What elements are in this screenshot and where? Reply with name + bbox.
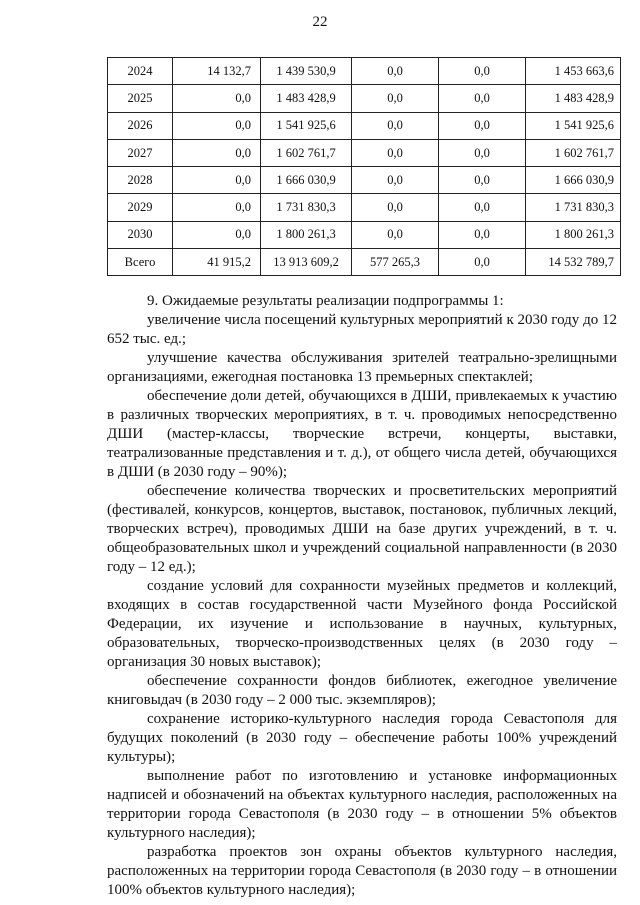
table-cell: 1 439 530,9 <box>261 58 352 85</box>
table-cell: 0,0 <box>439 112 526 139</box>
table-cell: 1 666 030,9 <box>526 167 621 194</box>
table-cell: 2029 <box>108 194 173 221</box>
page-number: 22 <box>312 14 328 30</box>
table-cell: 1 483 428,9 <box>261 85 352 112</box>
table-row <box>108 194 621 221</box>
table-cell: 0,0 <box>439 139 526 166</box>
table-cell: 0,0 <box>173 167 261 194</box>
table-cell: 0,0 <box>352 194 439 221</box>
table-cell: 13 913 609,2 <box>261 249 352 276</box>
table-cell: 0,0 <box>439 167 526 194</box>
table-cell: 1 483 428,9 <box>526 85 621 112</box>
table-cell: 2028 <box>108 167 173 194</box>
table-row <box>108 85 621 112</box>
table-cell: 0,0 <box>439 85 526 112</box>
table-cell: 1 800 261,3 <box>261 221 352 248</box>
section-heading: 9. Ожидаемые результаты реализации подпрограммы 1: <box>147 293 504 309</box>
list-item: сохранение историко-культурного наследия города Севастополя для будущих поколений (в 2030 году – обеспечение работы 100% учреждений культуры); <box>107 711 617 765</box>
table-cell: 1 541 925,6 <box>526 112 621 139</box>
table-row <box>108 58 621 85</box>
table-cell: 0,0 <box>352 139 439 166</box>
list-item: улучшение качества обслуживания зрителей театрально-зрелищными организациями, ежегодная постановка 13 премьерных спектаклей; <box>107 350 617 385</box>
table-cell: 14 132,7 <box>173 58 261 85</box>
table-cell: 1 602 761,7 <box>526 139 621 166</box>
table-row <box>108 139 621 166</box>
list-item: увеличение числа посещений культурных мероприятий к 2030 году до 12 652 тыс. ед.; <box>107 312 617 347</box>
table-cell: 0,0 <box>439 58 526 85</box>
table-cell: 0,0 <box>352 167 439 194</box>
budget-table-body <box>108 58 621 276</box>
table-cell: 2030 <box>108 221 173 248</box>
table-cell: 2027 <box>108 139 173 166</box>
table-cell: 14 532 789,7 <box>526 249 621 276</box>
table-cell: 577 265,3 <box>352 249 439 276</box>
table-row <box>108 167 621 194</box>
list-item: выполнение работ по изготовлению и установке информационных надписей и обозначений на объектах культурного наследия, расположенных на территории города Севастополя (в 2030 году – в отношении 5% объектов культурного наследия); <box>107 768 617 841</box>
table-row <box>108 249 621 276</box>
table-cell: 41 915,2 <box>173 249 261 276</box>
table-cell: 0,0 <box>439 221 526 248</box>
budget-table <box>107 57 621 276</box>
table-cell: 0,0 <box>173 139 261 166</box>
table-cell: 0,0 <box>352 58 439 85</box>
list-item: обеспечение количества творческих и просветительских мероприятий (фестивалей, конкурсов, концертов, выставок, постановок, публичных лекций, творческих встреч), проводимых ДШИ на базе других учреждений, в т. ч. общеобразовательных школ и учреждений социальной направленности (в 2030 году – 12 ед.); <box>107 483 617 575</box>
table-cell: Всего <box>108 249 173 276</box>
table-cell: 0,0 <box>352 221 439 248</box>
table-cell: 1 453 663,6 <box>526 58 621 85</box>
list-item: разработка проектов зон охраны объектов культурного наследия, расположенных на территории города Севастополя (в 2030 году – в отношении 100% объектов культурного наследия); <box>107 844 617 898</box>
list-item: создание условий для сохранности музейных предметов и коллекций, входящих в состав государственной части Музейного фонда Российской Федерации, их изучение и использование в научных, культурных, образовательных, творческо-производственных целях (в 2030 году – организация 30 новых выставок); <box>107 578 617 670</box>
table-cell: 0,0 <box>173 85 261 112</box>
table-cell: 1 731 830,3 <box>261 194 352 221</box>
table-cell: 1 602 761,7 <box>261 139 352 166</box>
table-cell: 0,0 <box>439 194 526 221</box>
table-cell: 0,0 <box>352 112 439 139</box>
table-row <box>108 112 621 139</box>
table-cell: 2025 <box>108 85 173 112</box>
table-cell: 1 541 925,6 <box>261 112 352 139</box>
table-cell: 0,0 <box>173 221 261 248</box>
table-cell: 1 731 830,3 <box>526 194 621 221</box>
table-row <box>108 221 621 248</box>
expected-results-text <box>107 292 617 900</box>
table-cell: 0,0 <box>173 112 261 139</box>
table-cell: 1 666 030,9 <box>261 167 352 194</box>
list-item: обеспечение доли детей, обучающихся в ДШИ, привлекаемых к участию в различных творческих мероприятиях, в т. ч. проводимых непосредственно ДШИ (мастер-классы, творческие встречи, концерты, выставки, театрализованные представления и т. д.), от общего числа детей, обучающихся в ДШИ (в 2030 году – 90%); <box>107 388 617 480</box>
list-item: обеспечение сохранности фондов библиотек, ежегодное увеличение книговыдач (в 2030 году – 2 000 тыс. экземпляров); <box>107 673 617 708</box>
table-cell: 0,0 <box>352 85 439 112</box>
table-cell: 2024 <box>108 58 173 85</box>
table-cell: 0,0 <box>173 194 261 221</box>
table-cell: 0,0 <box>439 249 526 276</box>
table-cell: 2026 <box>108 112 173 139</box>
table-cell: 1 800 261,3 <box>526 221 621 248</box>
